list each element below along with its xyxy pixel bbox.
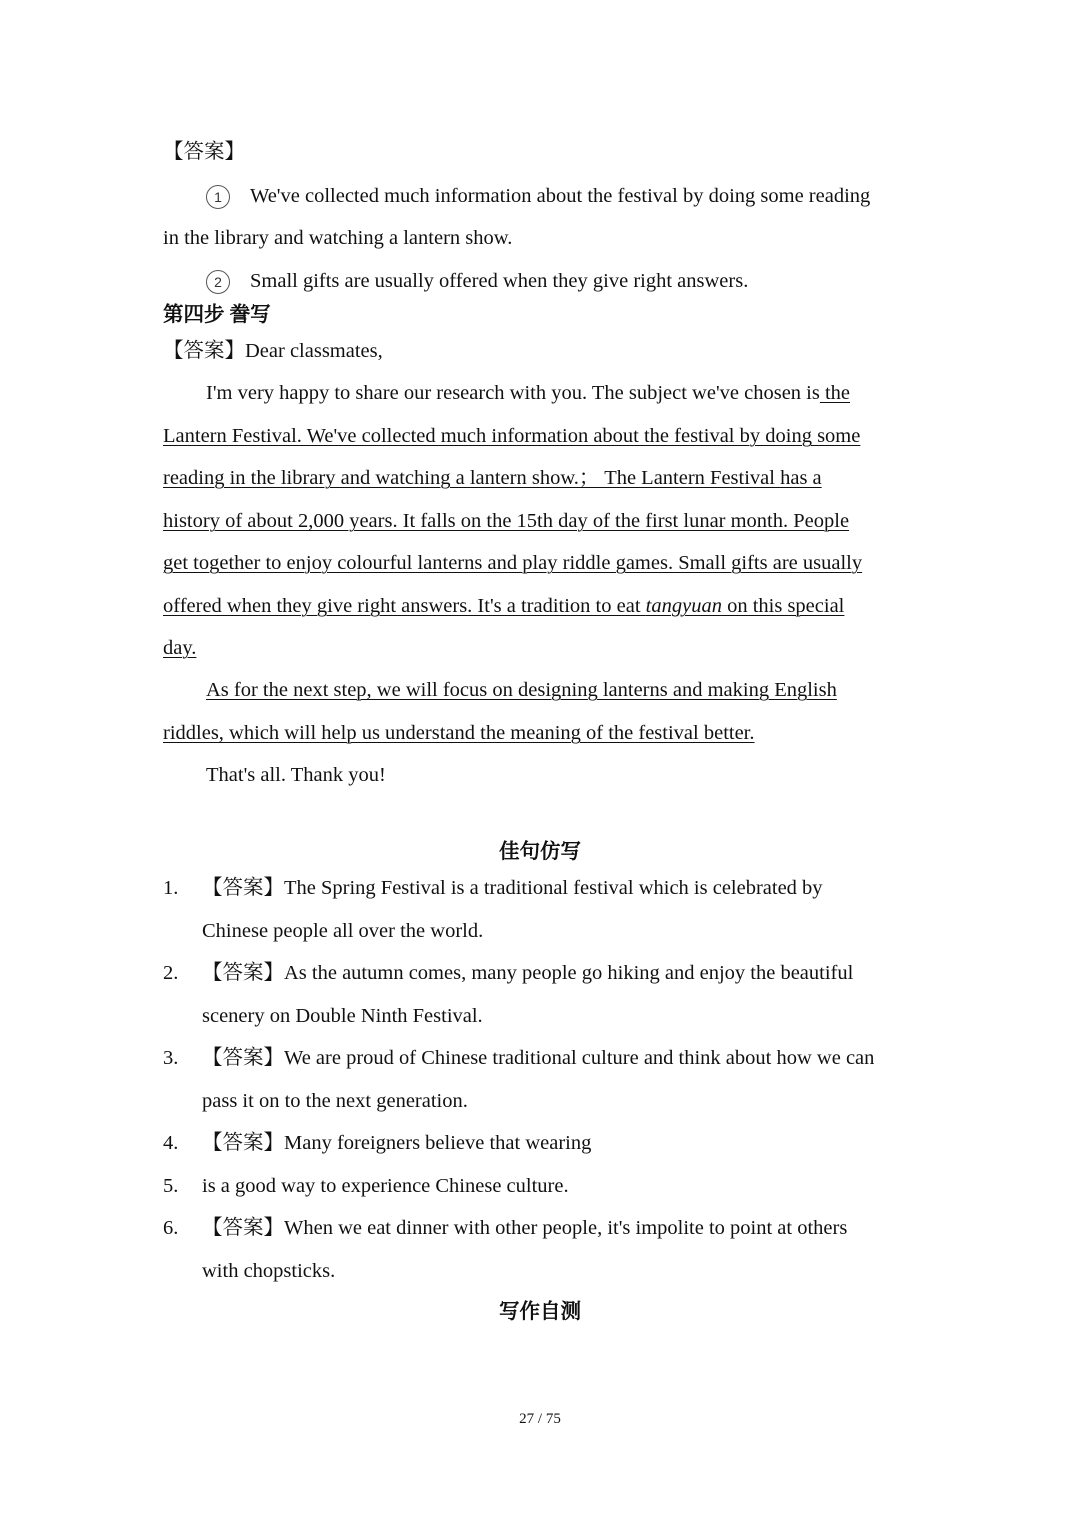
- answer-item-2-line1: Small gifts are usually offered when they give right answers.: [250, 270, 749, 292]
- para1-line7: day.: [163, 637, 197, 659]
- item-5-line1: is a good way to experience Chinese culture.: [202, 1175, 569, 1197]
- para1-intro: I'm very happy to share our research with you. The subject we've chosen is: [206, 382, 820, 404]
- item-3-number: 3.: [163, 1047, 179, 1069]
- item-1-line2: Chinese people all over the world.: [202, 920, 484, 942]
- answer-label: 【答案】: [163, 141, 245, 163]
- para1-line6-before: offered when they give right answers. It's a tradition to eat: [163, 595, 646, 617]
- section-title-writing: 写作自测: [499, 1301, 581, 1323]
- item-6-number: 6.: [163, 1217, 179, 1239]
- section-title-sentences: 佳句仿写: [499, 841, 581, 863]
- para1-line4: history of about 2,000 years. It falls on the 15th day of the first lunar month. People: [163, 510, 850, 532]
- item-6-text: When we eat dinner with other people, it's impolite to point at others: [284, 1217, 848, 1239]
- circled-number-1: 1: [206, 185, 230, 209]
- item-6-label: 【答案】: [202, 1217, 284, 1239]
- page-number: 27 / 75: [519, 1411, 561, 1427]
- step4-line-greeting: [163, 337, 383, 365]
- item-2-number: 2.: [163, 962, 179, 984]
- circled-number-2: 2: [206, 270, 230, 294]
- item-1-line1: [202, 874, 823, 902]
- greeting: Dear classmates,: [245, 340, 383, 362]
- item-2-text: As the autumn comes, many people go hiking and enjoy the beautiful: [284, 962, 854, 984]
- step4-answer-label: 【答案】: [163, 340, 245, 362]
- answer-item-1-line1: We've collected much information about the festival by doing some reading: [250, 185, 871, 207]
- item-1-number: 1.: [163, 877, 179, 899]
- item-3-line2: pass it on to the next generation.: [202, 1090, 468, 1112]
- item-1-text: The Spring Festival is a traditional festival which is celebrated by: [284, 877, 823, 899]
- para1-line2: Lantern Festival. We've collected much information about the festival by doing some: [163, 425, 861, 447]
- para2-line2: riddles, which will help us understand the meaning of the festival better.: [163, 722, 755, 744]
- tangyuan-italic: tangyuan: [645, 595, 722, 617]
- item-1-label: 【答案】: [202, 877, 284, 899]
- para1-line6: [163, 592, 844, 620]
- para2-line1: As for the next step, we will focus on designing lanterns and making English: [206, 679, 837, 701]
- item-3-line1: [202, 1044, 874, 1072]
- item-4-line1: [202, 1129, 591, 1157]
- item-4-text: Many foreigners believe that wearing: [284, 1132, 592, 1154]
- para1-underlined-start: the: [819, 382, 851, 404]
- step4-heading: 第四步 誊写: [163, 304, 271, 326]
- para1-line6-after: on this special: [721, 595, 845, 617]
- item-4-number: 4.: [163, 1132, 179, 1154]
- para1-line5: get together to enjoy colourful lanterns and play riddle games. Small gifts are usually: [163, 552, 863, 574]
- item-4-label: 【答案】: [202, 1132, 284, 1154]
- para1-line3: reading in the library and watching a lantern show.； The Lantern Festival has a: [163, 467, 822, 489]
- item-6-line2: with chopsticks.: [202, 1260, 336, 1282]
- closing: That's all. Thank you!: [206, 764, 386, 786]
- answer-item-1-line2: in the library and watching a lantern show.: [163, 227, 513, 249]
- item-6-line1: [202, 1214, 847, 1242]
- item-2-line1: [202, 959, 853, 987]
- item-3-text: We are proud of Chinese traditional culture and think about how we can: [284, 1047, 875, 1069]
- item-5-number: 5.: [163, 1175, 179, 1197]
- item-3-label: 【答案】: [202, 1047, 284, 1069]
- item-2-label: 【答案】: [202, 962, 284, 984]
- para1-line1: [206, 379, 850, 407]
- item-2-line2: scenery on Double Ninth Festival.: [202, 1005, 483, 1027]
